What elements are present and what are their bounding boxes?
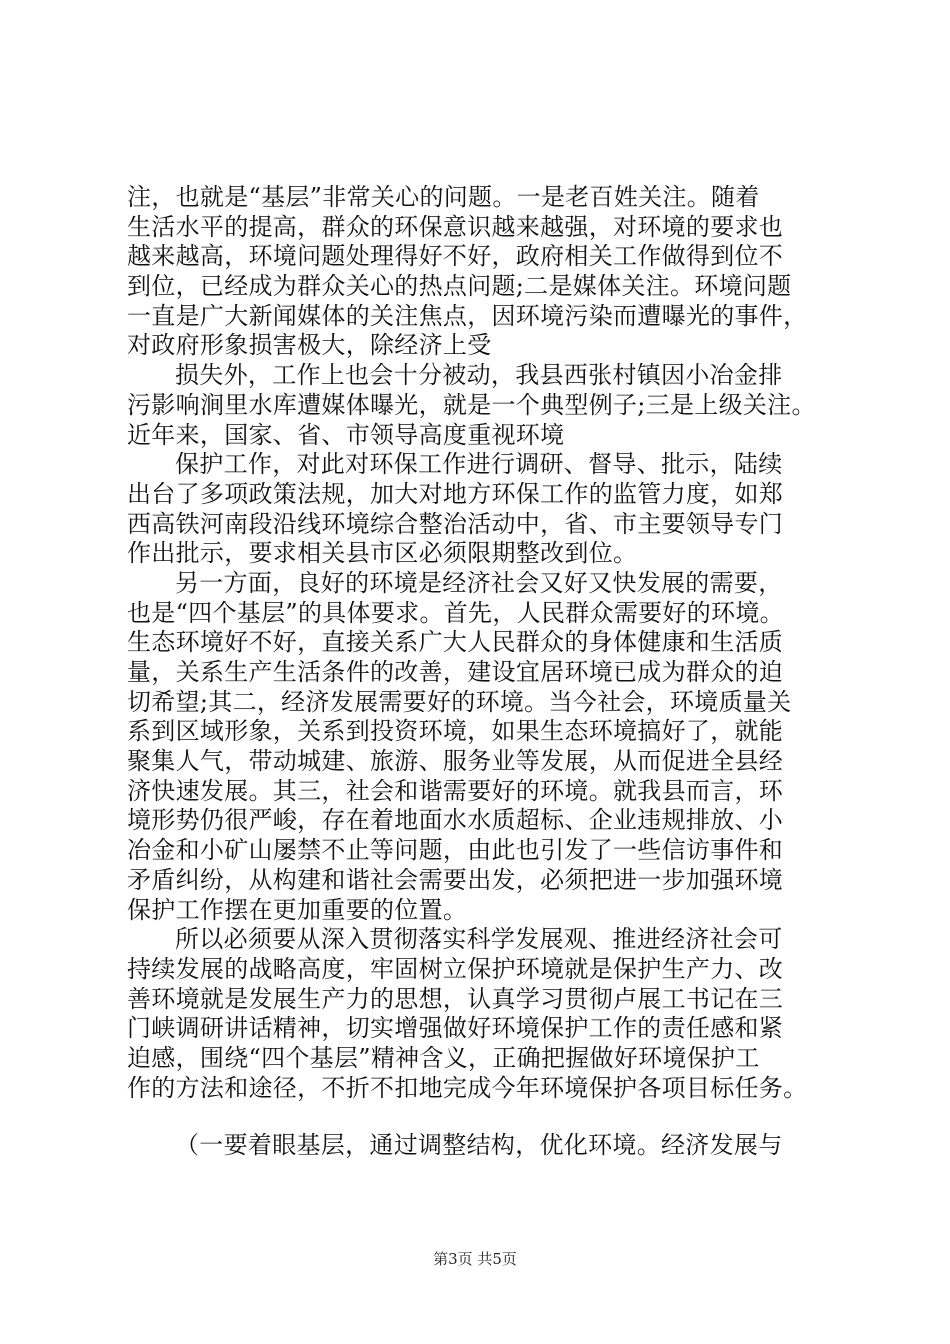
text-line: 切希望;其二，经济发展需要好的环境。当今社会，环境质量关 [127,687,792,716]
text-line: 作的方法和途径，不折不扣地完成今年环境保护各项目标任务。 [127,1073,808,1102]
paragraph-start-line: 所以必须要从深入贯彻落实科学发展观、推进经济社会可 [175,925,783,954]
text-line: 注，也就是“基层”非常关心的问题。一是老百姓关注。随着 [127,183,760,211]
text-line: 对政府形象损害极大，除经济上受 [127,331,492,360]
text-line: 到位，已经成为群众关心的热点问题;二是媒体关注。环境问题 [127,272,792,301]
text-line: 系到区域形象，关系到投资环境，如果生态环境搞好了，就能 [127,717,784,746]
text-line: 越来越高，环境问题处理得好不好，政府相关工作做得到位不 [127,242,784,271]
section-heading-line: （一要着眼基层，通过调整结构，优化环境。经济发展与 [175,1131,783,1160]
text-line: 境形势仍很严峻，存在着地面水水质超标、企业违规排放、小 [127,806,784,835]
text-line: 出台了多项政策法规，加大对地方环保工作的监管力度，如郑 [127,479,784,508]
text-line: 矛盾纠纷，从构建和谐社会需要出发，必须把进一步加强环境 [127,865,784,894]
paragraph-start-line: 损失外，工作上也会十分被动，我县西张村镇因小冶金排 [175,361,783,390]
page-footer [0,1248,950,1269]
text-line: 保护工作摆在更加重要的位置。 [127,895,468,924]
text-line: 生活水平的提高，群众的环保意识越来越强，对环境的要求也 [127,212,784,241]
text-line: 济快速发展。其三，社会和谐需要好的环境。就我县而言，环 [127,776,784,805]
text-line: 西高铁河南段沿线环境综合整治活动中，省、市主要领导专门 [127,509,784,538]
text-line: 也是“四个基层”的具体要求。首先，人民群众需要好的环境。 [127,598,784,627]
text-line: 量，关系生产生活条件的改善，建设宜居环境已成为群众的迫 [127,658,784,686]
text-line: 迫感，围绕“四个基层”精神含义，正确把握做好环境保护工 [127,1043,760,1072]
text-line: 聚集人气，带动城建、旅游、服务业等发展，从而促进全县经 [127,747,784,776]
text-line: 一直是广大新闻媒体的关注焦点，因环境污染而遭曝光的事件， [127,301,808,330]
text-line: 善环境就是发展生产力的思想，认真学习贯彻卢展工书记在三 [127,984,784,1013]
text-line: 作出批示，要求相关县市区必须限期整改到位。 [127,539,638,568]
text-line: 污影响涧里水库遭媒体曝光，就是一个典型例子;三是上级关注。 [127,390,816,419]
page-number: 第3页 共5页 [433,1250,517,1268]
paragraph-start-line: 另一方面，良好的环境是经济社会又好又快发展的需要， [175,568,783,597]
body-text [127,183,827,1161]
text-line: 持续发展的战略高度，牢固树立保护环境就是保护生产力、改 [127,954,784,983]
text-line: 生态环境好不好，直接关系广大人民群众的身体健康和生活质 [127,628,784,657]
text-line: 冶金和小矿山屡禁不止等问题，由此也引发了一些信访事件和 [127,836,784,865]
text-line: 门峡调研讲话精神，切实增强做好环境保护工作的责任感和紧 [127,1014,784,1043]
paragraph-start-line: 保护工作，对此对环保工作进行调研、督导、批示，陆续 [175,450,783,479]
text-line: 近年来，国家、省、市领导高度重视环境 [127,420,565,449]
